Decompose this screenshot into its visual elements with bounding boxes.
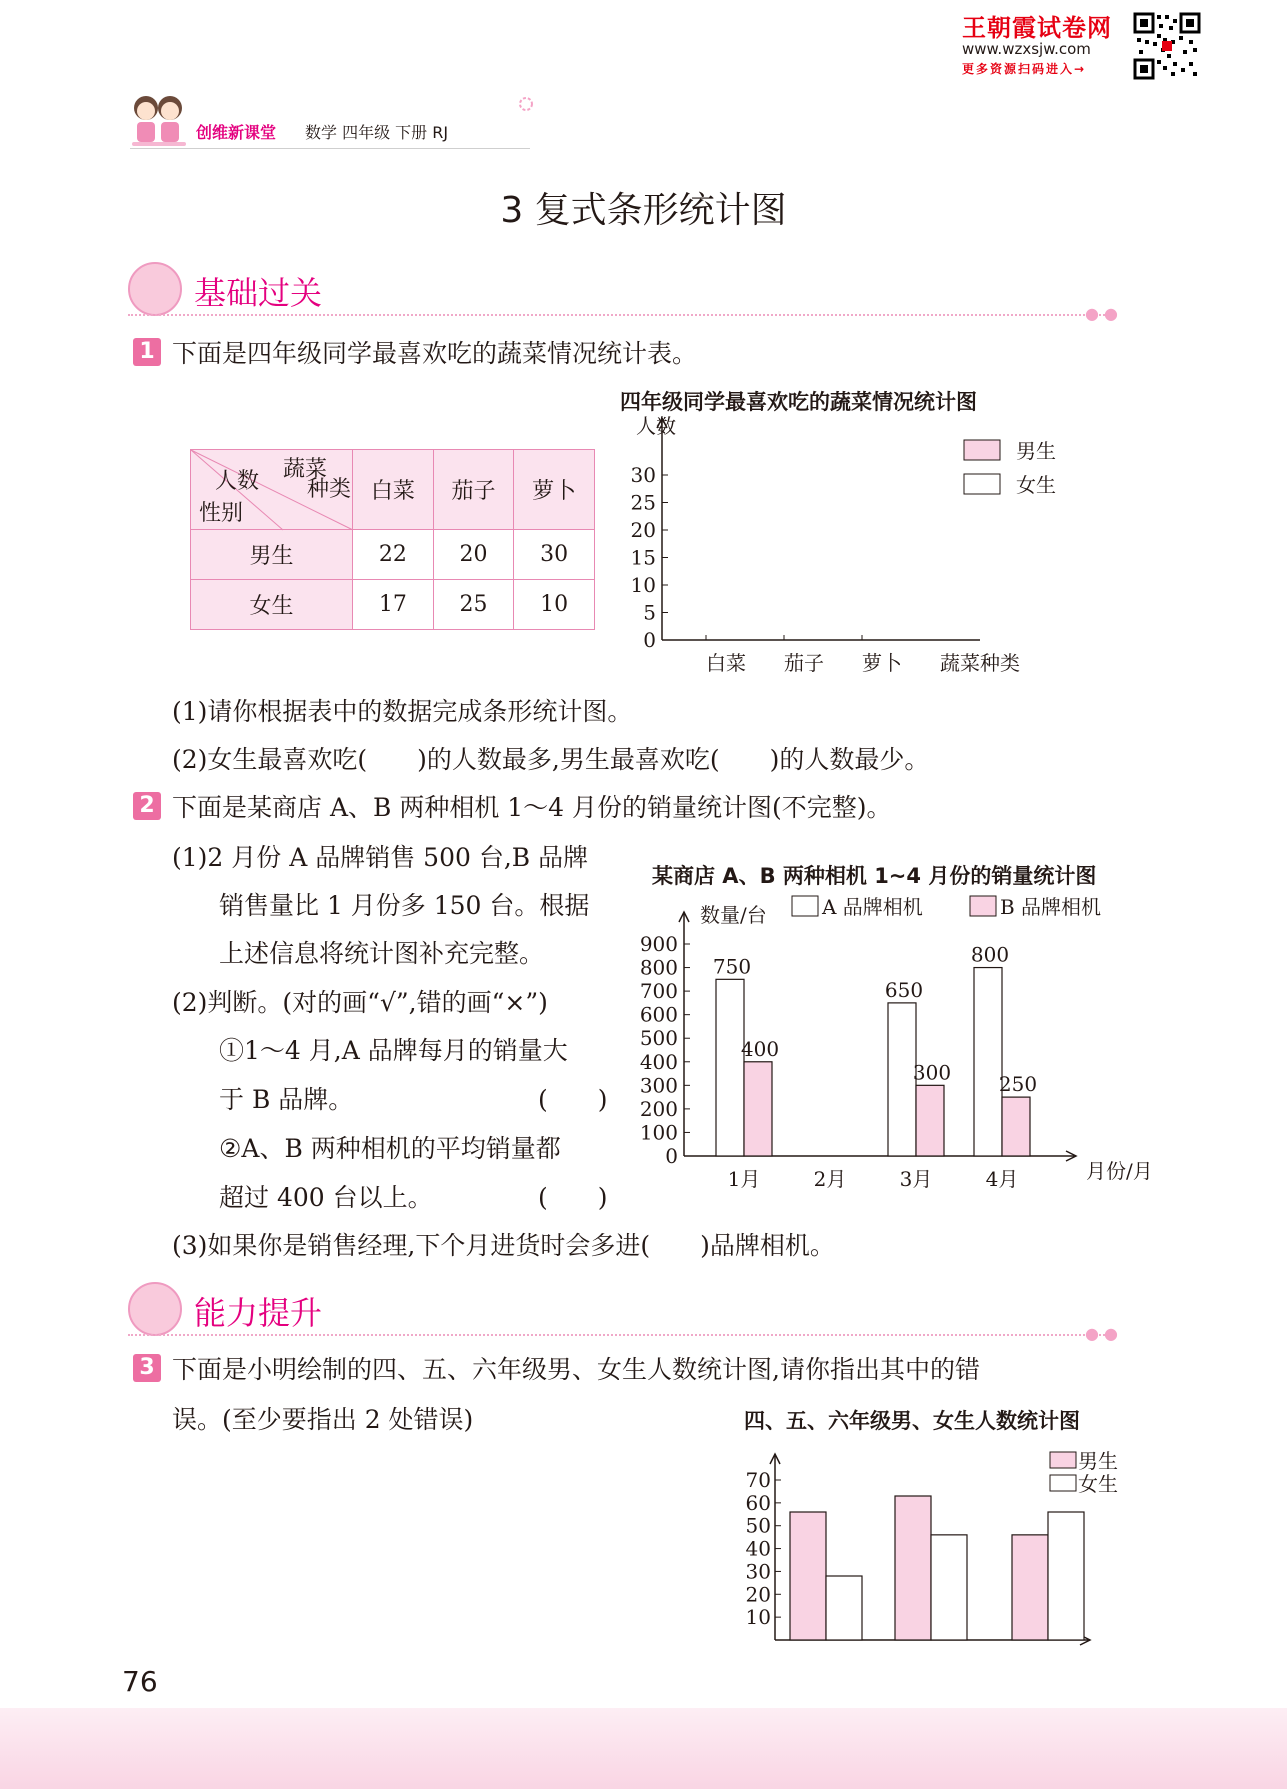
section-advanced-icon: [128, 1282, 182, 1336]
q2-sub1-line1: (1)2 月份 A 品牌销售 500 台,B 品牌: [172, 843, 589, 872]
chart2-data-label: 300: [912, 1060, 952, 1085]
decor-flower-icon: [516, 94, 536, 114]
q2-sub2: (2)判断。(对的画“√”,错的画“×”): [172, 988, 548, 1017]
chart3-ytick-label: 40: [745, 1536, 771, 1561]
q2-judge2-answer[interactable]: ( ): [538, 1183, 608, 1212]
chart3-ytick-label: 30: [745, 1559, 771, 1584]
chart1-legend-swatch: [964, 474, 1000, 494]
chart3-title: 四、五、六年级男、女生人数统计图: [744, 1409, 1080, 1433]
chart3-bar: [790, 1512, 826, 1640]
table-row: [191, 580, 595, 630]
q2-sub3: (3)如果你是销售经理,下个月进货时会多进( )品牌相机。: [172, 1231, 835, 1260]
book-info: 数学 四年级 下册 RJ: [305, 123, 449, 142]
chart2-ytick-label: 500: [639, 1026, 678, 1051]
section-basic-line: [128, 314, 1108, 316]
q3-number: 3: [133, 1354, 161, 1382]
chart3-legend-label: 女生: [1078, 1472, 1118, 1496]
chart2-legend-label: B 品牌相机: [1000, 895, 1102, 919]
chart2-ytick-label: 700: [639, 979, 678, 1004]
book-name: 创维新课堂: [196, 123, 277, 142]
corner-veg: 蔬菜: [283, 457, 328, 482]
chart2-data-label: 800: [970, 942, 1010, 967]
chart2-xtick-label: 1月: [727, 1167, 761, 1191]
chart1-xtick-label: 白菜: [706, 651, 746, 675]
table-cell: 30: [514, 530, 595, 580]
chart2-ytick-label: 900: [639, 932, 678, 956]
table-cell: 17: [353, 580, 434, 630]
section-basic-title: 基础过关: [194, 274, 323, 312]
chart1: [620, 410, 1090, 685]
chart1-ytick-label: 25: [630, 490, 656, 515]
chart2-ytick-label: 0: [665, 1144, 678, 1168]
chart3-legend-swatch: [1050, 1475, 1076, 1491]
chart2-legend-label: A 品牌相机: [822, 895, 923, 919]
q2-sub1-line3: 上述信息将统计图补充完整。: [219, 939, 545, 968]
page-number: 76: [122, 1665, 158, 1698]
q2-sub1-line2: 销售量比 1 月份多 150 台。根据: [219, 891, 590, 920]
table-cell: 10: [514, 580, 595, 630]
chart2-bar: [744, 1062, 772, 1156]
table-cell: 25: [433, 580, 514, 630]
q2-judge1-line2: 于 B 品牌。: [219, 1085, 354, 1114]
q2-number: 2: [133, 792, 161, 820]
table-corner-cell: [191, 450, 353, 530]
chart2-bar: [1002, 1097, 1030, 1156]
table-cell: 22: [353, 530, 434, 580]
table-header: 白菜: [353, 450, 434, 530]
vegetable-table: [190, 449, 595, 630]
chart2-data-label: 650: [884, 977, 924, 1002]
chart1-ytick-label: 5: [643, 600, 656, 625]
chart1-legend-swatch: [964, 440, 1000, 460]
section-basic: [128, 262, 1128, 323]
header-divider: [130, 148, 530, 149]
chart2-xtick-label: 2月: [813, 1167, 847, 1191]
table-row-label: 男生: [191, 530, 353, 580]
chart2-bar: [974, 968, 1002, 1156]
chart2-xlabel: 月份/月: [1086, 1159, 1153, 1183]
q3-text-line1: 下面是小明绘制的四、五、六年级男、女生人数统计图,请你指出其中的错: [172, 1355, 980, 1384]
chart2-legend-swatch: [970, 896, 996, 916]
table-header: 萝卜: [514, 450, 595, 530]
brand-more: 更多资源扫码进入→: [962, 62, 1087, 76]
section-advanced-title: 能力提升: [194, 1294, 323, 1332]
section-basic-icon: [128, 262, 182, 316]
chart3-bar: [1048, 1512, 1084, 1640]
corner-count: 人数: [215, 469, 260, 494]
qr-code-icon[interactable]: [1133, 12, 1201, 80]
chart2: [636, 886, 1153, 1191]
q1-number: 1: [133, 338, 161, 366]
chart2-data-label: 400: [740, 1036, 780, 1061]
q2-judge2-line2: 超过 400 台以上。: [219, 1183, 433, 1212]
chart2-ytick-label: 600: [639, 1002, 678, 1027]
chart1-ytick-label: 30: [630, 463, 656, 487]
chart3-ytick-label: 10: [745, 1605, 771, 1630]
table-header: 茄子: [433, 450, 514, 530]
section-basic-dots-icon: ● ●: [1084, 304, 1118, 323]
chart1-ytick-label: 20: [630, 518, 656, 542]
brand-title: 王朝霞试卷网: [962, 14, 1112, 42]
table-row-label: 女生: [191, 580, 353, 630]
chart3-ytick-label: 70: [745, 1468, 771, 1492]
chart1-xlabel: 蔬菜种类: [940, 651, 1020, 675]
section-advanced-dots-icon: ● ●: [1084, 1324, 1118, 1343]
chart3-bar: [931, 1535, 967, 1640]
corner-type: 种类: [307, 477, 352, 502]
footer-band: [0, 1708, 1287, 1789]
chart2-ytick-label: 300: [639, 1073, 678, 1098]
chart3-legend-label: 男生: [1078, 1449, 1118, 1473]
chart3-bar: [826, 1576, 862, 1640]
mascot-icon: [128, 92, 190, 152]
chart3-ytick-label: 50: [745, 1513, 771, 1538]
chart1-xtick-label: 萝卜: [862, 651, 902, 675]
chart3-bar: [1012, 1535, 1048, 1640]
q1-sub1: (1)请你根据表中的数据完成条形统计图。: [172, 697, 633, 726]
q2-judge2-line1: ②A、B 两种相机的平均销量都: [219, 1134, 561, 1163]
chart1-legend-label: 女生: [1016, 473, 1056, 497]
chart2-xtick-label: 4月: [985, 1167, 1019, 1191]
chart2-legend-swatch: [792, 896, 818, 916]
chart2-data-label: 750: [712, 954, 752, 979]
chart3: [730, 1430, 1130, 1650]
chart1-ytick-label: 10: [630, 573, 656, 597]
q2-judge1-answer[interactable]: ( ): [538, 1085, 608, 1114]
q3-text-line2: 误。(至少要指出 2 处错误): [172, 1405, 474, 1434]
chart2-bar: [916, 1085, 944, 1156]
q1-text: 下面是四年级同学最喜欢吃的蔬菜情况统计表。: [172, 339, 698, 368]
q2-text: 下面是某商店 A、B 两种相机 1～4 月份的销量统计图(不完整)。: [172, 793, 892, 822]
section-advanced: [128, 1282, 1128, 1343]
chart2-bar: [716, 979, 744, 1156]
chart1-legend-label: 男生: [1016, 439, 1056, 463]
chart1-xtick-label: 茄子: [784, 651, 824, 675]
q2-judge1-line1: ①1～4 月,A 品牌每月的销量大: [219, 1036, 568, 1065]
chart2-ytick-label: 400: [639, 1049, 678, 1074]
chart2-bar: [888, 1003, 916, 1156]
page-title: 3 复式条形统计图: [500, 190, 787, 231]
brand-url[interactable]: www.wzxsjw.com: [962, 40, 1091, 58]
chart2-ytick-label: 200: [639, 1096, 678, 1121]
section-advanced-line: [128, 1334, 1108, 1336]
chart3-legend-swatch: [1050, 1452, 1076, 1468]
chart2-xtick-label: 3月: [899, 1167, 933, 1191]
table-cell: 20: [433, 530, 514, 580]
table-row: [191, 530, 595, 580]
chart1-ytick-label: 15: [630, 545, 656, 570]
chart3-ytick-label: 60: [745, 1490, 771, 1515]
chart2-ytick-label: 100: [639, 1120, 678, 1145]
chart1-title: 四年级同学最喜欢吃的蔬菜情况统计图: [620, 390, 977, 414]
q1-sub2: (2)女生最喜欢吃( )的人数最多,男生最喜欢吃( )的人数最少。: [172, 745, 930, 774]
chart2-data-label: 250: [998, 1072, 1038, 1097]
corner-gender: 性别: [199, 501, 244, 526]
chart1-ylabel: 人数: [636, 414, 676, 438]
chart2-title: 某商店 A、B 两种相机 1~4 月份的销量统计图: [652, 864, 1097, 888]
chart3-bar: [895, 1496, 931, 1640]
chart2-ytick-label: 800: [639, 955, 678, 980]
chart3-ytick-label: 20: [745, 1582, 771, 1607]
chart1-ytick-label: 0: [643, 628, 656, 652]
chart2-ylabel: 数量/台: [700, 903, 767, 927]
